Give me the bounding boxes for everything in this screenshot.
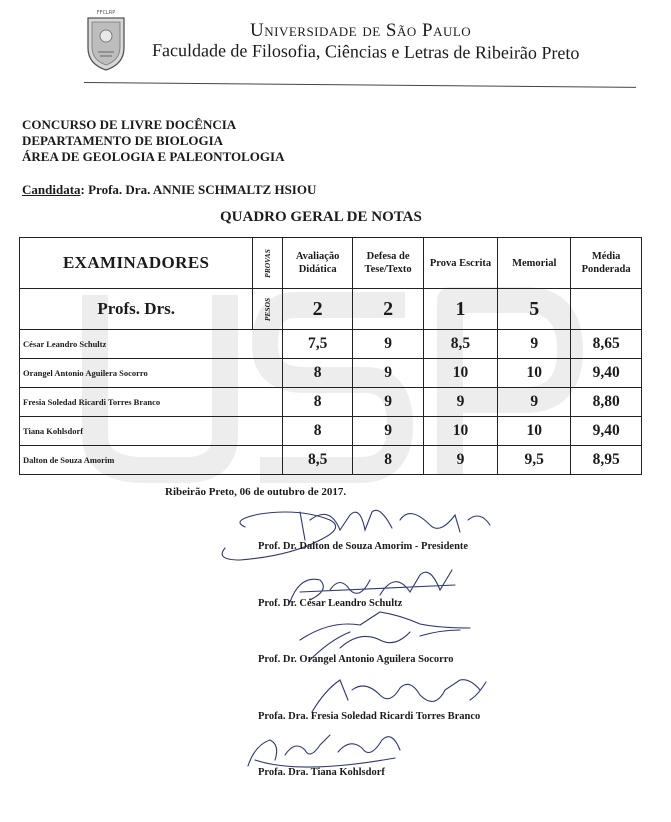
grade-cell: 9 (353, 359, 424, 388)
svg-text:FFCLRP: FFCLRP (96, 10, 116, 16)
profs-label: Profs. Drs. (20, 289, 253, 330)
grade-cell: 8,95 (571, 446, 642, 475)
pesos-label: PESOS (253, 289, 283, 330)
grade-cell: 9,40 (571, 359, 642, 388)
column-header-defesa: Defesa de Tese/Texto (353, 238, 424, 289)
heading-line-3: ÁREA DE GEOLOGIA E PALEONTOLOGIA (22, 149, 285, 164)
examiner-name: Dalton de Souza Amorim (20, 446, 283, 475)
grade-cell: 8 (353, 446, 424, 475)
grade-cell: 8 (283, 359, 353, 388)
weight-cell: 1 (423, 289, 497, 330)
grade-cell: 8 (283, 417, 353, 446)
examiners-header: EXAMINADORES (20, 238, 253, 289)
column-header-memorial: Memorial (498, 238, 571, 289)
signatory-2: Prof. Dr. César Leandro Schultz (258, 598, 403, 609)
grade-cell: 8,5 (423, 330, 497, 359)
signature-orangel (300, 612, 470, 660)
table-row (20, 446, 642, 475)
grade-cell: 8 (283, 388, 353, 417)
weight-cell: 2 (283, 289, 353, 330)
signatory-4: Profa. Dra. Fresia Soledad Ricardi Torres Branco (258, 711, 481, 722)
signatory-1: Prof. Dr. Dalton de Souza Amorim - Presidente (258, 541, 469, 552)
signatory-5: Profa. Dra. Tiana Kohlsdorf (258, 767, 385, 778)
table-row (20, 359, 642, 388)
header-divider (84, 82, 636, 88)
table-row (20, 417, 642, 446)
table-header-row (20, 238, 642, 289)
examiner-name: César Leandro Schultz (20, 330, 283, 359)
candidate-line (22, 182, 316, 198)
column-header-prova-escrita: Prova Escrita (423, 238, 497, 289)
table-row (20, 388, 642, 417)
university-name: Universidade de São Paulo (250, 20, 472, 41)
grade-cell: 9,40 (571, 417, 642, 446)
grade-cell: 9,5 (498, 446, 571, 475)
grade-cell: 8,65 (571, 330, 642, 359)
provas-label: PROVAS (253, 238, 283, 289)
column-header-media: Média Ponderada (571, 238, 642, 289)
faculty-name: Faculdade de Filosofia, Ciências e Letras de Ribeirão Preto (151, 40, 580, 63)
candidate-label: Candidata (22, 182, 81, 197)
table-row (20, 330, 642, 359)
signature-fresia (312, 680, 486, 712)
grades-table-title: QUADRO GERAL DE NOTAS (220, 209, 422, 225)
grade-cell: 10 (498, 417, 571, 446)
examiner-name: Orangel Antonio Aguilera Socorro (20, 359, 283, 388)
grade-cell: 9 (353, 330, 424, 359)
signature-tiana (248, 735, 400, 767)
candidate-name: : Profa. Dra. ANNIE SCHMALTZ HSIOU (80, 182, 317, 197)
heading-line-2: DEPARTAMENTO DE BIOLOGIA (22, 133, 224, 148)
grade-cell: 10 (423, 417, 497, 446)
grades-table (19, 237, 642, 475)
grade-cell: 8,80 (571, 388, 642, 417)
grade-cell: 9 (353, 417, 424, 446)
grade-cell: 7,5 (283, 330, 353, 359)
signatory-3: Prof. Dr. Orangel Antonio Aguilera Socorro (258, 654, 454, 665)
grade-cell: 9 (353, 388, 424, 417)
grade-cell: 9 (423, 446, 497, 475)
grade-cell: 9 (423, 388, 497, 417)
examiner-name: Fresia Soledad Ricardi Torres Branco (20, 388, 283, 417)
weight-cell: 5 (498, 289, 571, 330)
place-date: Ribeirão Preto, 06 de outubro de 2017. (165, 486, 347, 498)
weight-cell (571, 289, 642, 330)
grade-cell: 10 (423, 359, 497, 388)
university-seal-logo (80, 8, 132, 72)
weights-row (20, 289, 642, 330)
examiner-name: Tiana Kohlsdorf (20, 417, 283, 446)
grade-cell: 9 (498, 330, 571, 359)
heading-line-1: CONCURSO DE LIVRE DOCÊNCIA (22, 117, 237, 132)
signature-dalton (222, 510, 490, 560)
column-header-avaliacao: Avaliação Didática (283, 238, 353, 289)
grade-cell: 8,5 (283, 446, 353, 475)
grade-cell: 9 (498, 388, 571, 417)
weight-cell: 2 (353, 289, 424, 330)
grade-cell: 10 (498, 359, 571, 388)
